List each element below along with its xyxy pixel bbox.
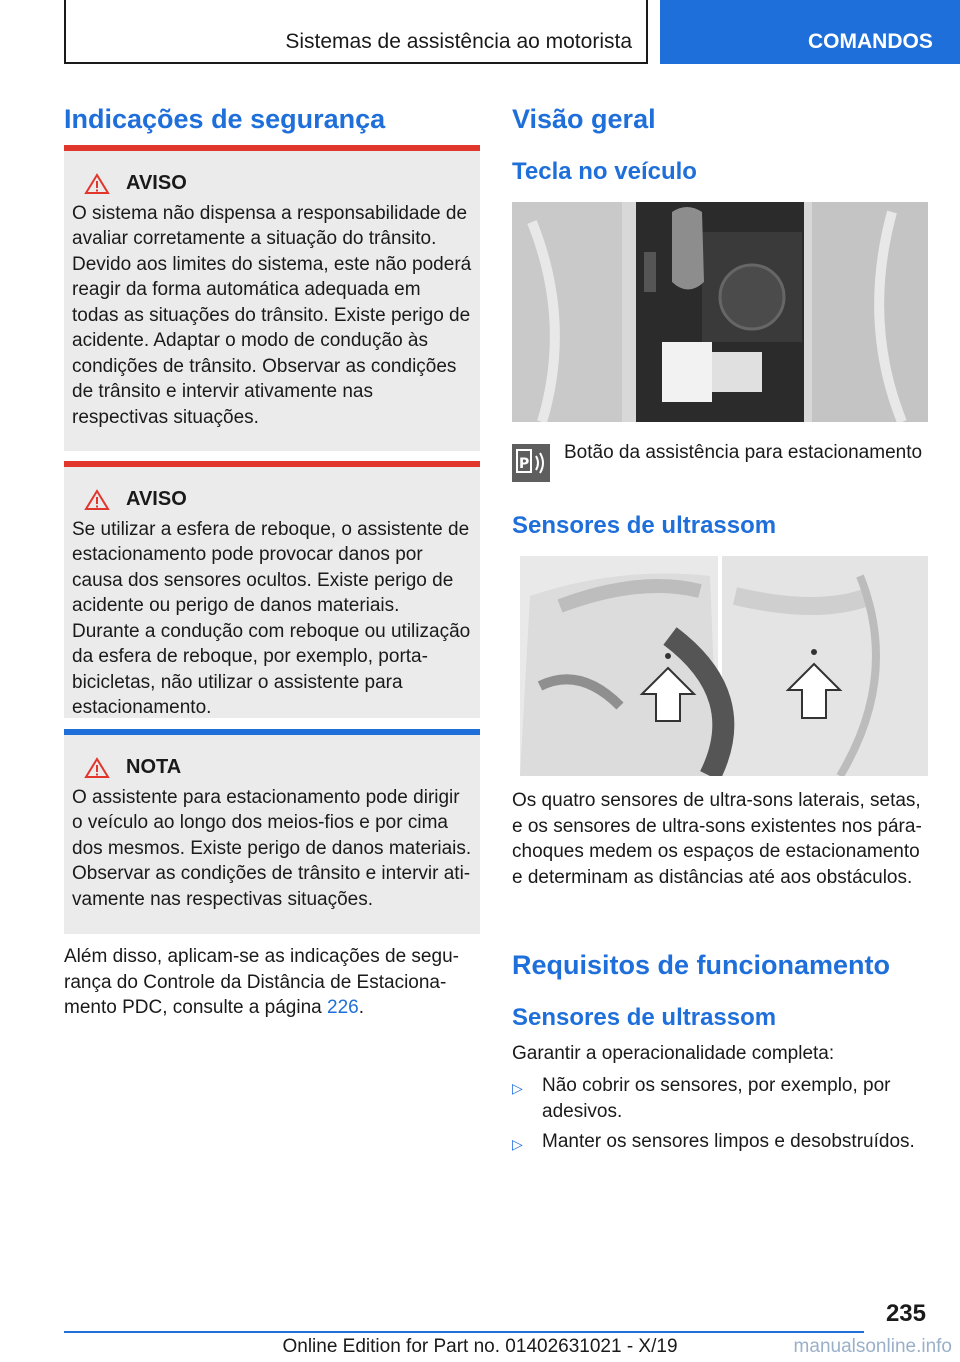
page-number: 235 xyxy=(885,1300,926,1327)
closing-paragraph xyxy=(64,944,480,1021)
warning-box-2 xyxy=(64,461,480,718)
sensors-description: Os quatro sensores de ultra-sons laterais, setas, e os sensores de ultra-sons existentes nos pára-choques medem os espaços de estacionamento e determinam as distâncias até aos obstáculos. xyxy=(512,790,922,888)
header-section-box xyxy=(64,0,648,64)
list-item xyxy=(512,1073,928,1124)
note-box xyxy=(64,729,480,934)
header-chapter-tab xyxy=(660,0,960,64)
section-title-safety: Indicações de segurança xyxy=(64,104,386,134)
closing-end: . xyxy=(358,997,364,1018)
parking-assist-button-icon xyxy=(512,444,550,482)
footer-edition: Online Edition for Part no. 01402631021 - X/19 xyxy=(282,1336,678,1357)
warning-triangle-icon xyxy=(84,173,110,195)
page-link[interactable]: 226 xyxy=(327,997,359,1018)
warning-text: Se utilizar a esfera de reboque, o assistente de estacionamento pode provocar danos por causa dos sensores ocultos. Existe perigo de acidente ou perigo de danos materiais. Durante a condução com reboque ou utilização da esfera de reboque, por exemplo, porta-bicicletas, não utilizar o assistente para estacionamento. xyxy=(72,518,471,718)
subtitle-vehicle-button: Tecla no veículo xyxy=(512,158,697,185)
svg-text:P: P xyxy=(519,456,530,472)
subtitle-ultrasonic-sensors: Sensores de ultrassom xyxy=(512,512,777,539)
warning-triangle-icon xyxy=(84,489,110,511)
note-label: NOTA xyxy=(126,756,182,778)
list-item-text: Não cobrir os sensores, por exemplo, por adesivos. xyxy=(542,1075,891,1122)
warning-box-1 xyxy=(64,145,480,451)
list-item xyxy=(512,1129,928,1158)
ultrasonic-sensors-photo xyxy=(520,556,928,776)
header-section-title: Sistemas de assistência ao motorista xyxy=(285,30,632,53)
button-caption: Botão da assistência para estacionamento xyxy=(564,442,923,463)
warning-label: AVISO xyxy=(126,488,187,510)
note-text: O assistente para estacionamento pode dirigir o veículo ao longo dos meios-fios e por cima dos mesmos. Existe perigo de danos materiais. Observar as condições de trânsito e intervir ativamente nas respectivas situações. xyxy=(72,786,472,910)
footer-rule xyxy=(64,1331,864,1333)
requirements-intro: Garantir a operacionalidade completa: xyxy=(512,1043,835,1064)
warning-triangle-icon xyxy=(84,757,110,779)
footer-brand: manualsonline.info xyxy=(793,1336,952,1357)
triangle-bullet-icon: ▷ xyxy=(512,1080,523,1096)
center-console-photo xyxy=(512,202,928,422)
section-title-overview: Visão geral xyxy=(512,104,656,134)
list-item-text: Manter os sensores limpos e desobstruídos. xyxy=(542,1131,915,1152)
warning-label: AVISO xyxy=(126,172,187,194)
warning-text: O sistema não dispensa a responsabilidade de avaliar corretamente a situação do trânsito. Devido aos limites do sistema, este não poderá reagir da forma automática adequada em todas as situações do trânsito. Existe perigo de acidente. Adaptar o modo de condução às condições de trânsito. Observar as condições de trânsito e intervir ativamente nas respectivas situações. xyxy=(72,202,472,428)
closing-text: Além disso, aplicam-se as indicações de segurança do Controle da Distância de Estacionamento PDC, consulte a página xyxy=(64,946,459,1018)
section-title-requirements: Requisitos de funcionamento xyxy=(512,950,891,980)
triangle-bullet-icon: ▷ xyxy=(512,1136,523,1152)
subtitle-ultrasonic-sensors-2: Sensores de ultrassom xyxy=(512,1004,777,1031)
header-chapter-label: COMANDOS xyxy=(808,30,933,53)
